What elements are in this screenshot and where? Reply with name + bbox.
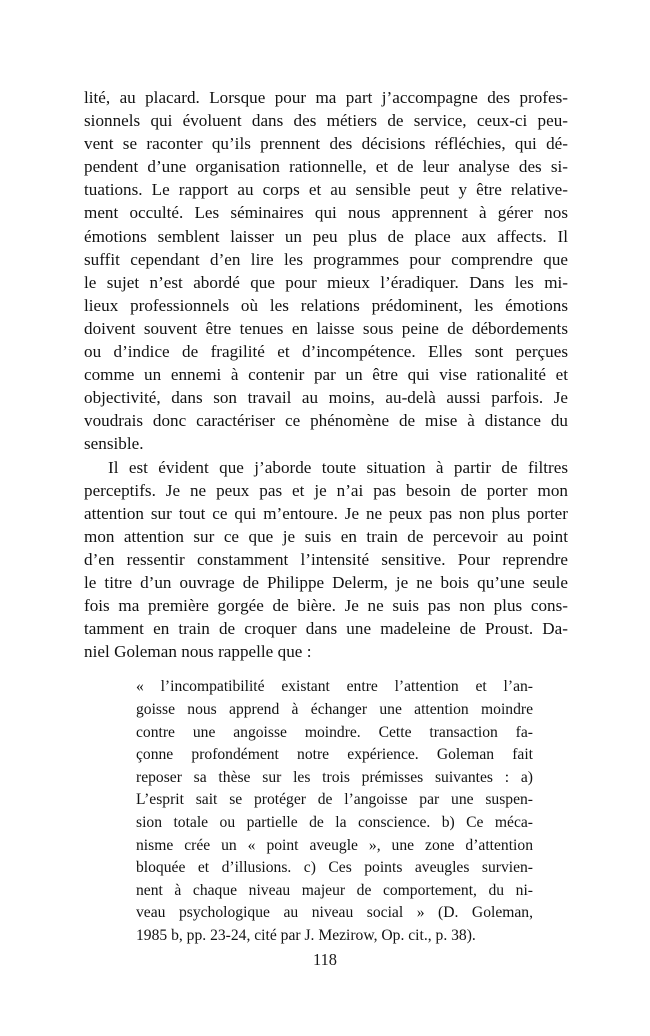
quote-line: contre une angoisse moindre. Cette transaction fa- xyxy=(136,723,533,741)
quote-line: nent à chaque niveau majeur de comportement, du ni- xyxy=(136,881,533,899)
quote-line: « l’incompatibilité existant entre l’attention et l’an- xyxy=(136,678,533,696)
quote-line: veau psychologique au niveau social » (D. Goleman, xyxy=(136,904,533,922)
paragraph-line: émotions semblent laisser un peu plus de place aux affects. Il xyxy=(84,226,568,246)
paragraph-line: lieux professionnels où les relations prédominent, les émotions xyxy=(84,295,568,315)
body-paragraph-1 xyxy=(84,86,568,456)
paragraph-line: ou d’indice de fragilité et d’incompétence. Elles sont perçues xyxy=(84,342,568,362)
paragraph-line: sionnels qui évoluent dans des métiers de service, ceux-ci peu- xyxy=(84,111,568,131)
paragraph-line: vent se raconter qu’ils prennent des décisions réfléchies, qui dé- xyxy=(84,134,568,154)
block-quotation xyxy=(120,676,533,947)
paragraph-line: d’en ressentir constamment l’intensité sensitive. Pour reprendre xyxy=(84,549,568,569)
quote-line: sion totale ou partielle de la conscience. b) Ce méca- xyxy=(136,813,533,831)
quote-line: çonne profondément notre expérience. Goleman fait xyxy=(136,746,533,764)
quote-line: reposer sa thèse sur les trois prémisses suivantes : a) xyxy=(136,768,533,786)
body-paragraph-2 xyxy=(84,456,568,664)
paragraph-line: perceptifs. Je ne peux pas et je n’ai pas besoin de porter mon xyxy=(84,480,568,500)
paragraph-line: lité, au placard. Lorsque pour ma part j’accompagne des profes- xyxy=(84,88,568,107)
paragraph-line: pendent d’une organisation rationnelle, et de leur analyse des si- xyxy=(84,157,568,177)
paragraph-line: mon attention sur ce que je suis en train de percevoir au point xyxy=(84,526,568,546)
paragraph-line: objectivité, dans son travail au moins, au-delà aussi parfois. Je xyxy=(84,388,568,408)
paragraph-line: ment occulté. Les séminaires qui nous apprennent à gérer nos xyxy=(84,203,568,223)
paragraph-line: comme un ennemi à contenir par un être qui vise rationalité et xyxy=(84,365,568,385)
paragraph-line: niel Goleman nous rappelle que : xyxy=(84,642,312,662)
quote-line: nisme crée un « point aveugle », une zone d’attention xyxy=(136,836,533,854)
page-number: 118 xyxy=(313,950,337,969)
paragraph-line: suffit cependant d’en lire les programmes pour comprendre que xyxy=(84,249,568,269)
paragraph-line: fois ma première gorgée de bière. Je ne suis pas non plus cons- xyxy=(84,596,568,616)
paragraph-line: tuations. Le rapport au corps et au sensible peut y être relative- xyxy=(84,180,568,200)
paragraph-line: tamment en train de croquer dans une madeleine de Proust. Da- xyxy=(84,619,568,639)
paragraph-line: le sujet n’est abordé que pour mieux l’éradiquer. Dans les mi- xyxy=(84,272,568,292)
quote-line: 1985 b, pp. 23-24, cité par J. Mezirow, Op. cit., p. 38). xyxy=(136,926,476,944)
paragraph-line: doivent souvent être tenues en laisse sous peine de débordements xyxy=(84,318,568,338)
quote-line: L’esprit sait se protéger de l’angoisse par une suspen- xyxy=(136,791,533,809)
paragraph-line: Il est évident que j’aborde toute situation à partir de filtres xyxy=(108,457,568,477)
paragraph-line: sensible. xyxy=(84,434,144,454)
paragraph-line: voudrais donc caractériser ce phénomène de mise à distance du xyxy=(84,411,568,431)
paragraph-line: le titre d’un ouvrage de Philippe Delerm, je ne bois qu’une seule xyxy=(84,572,568,592)
page-text-block xyxy=(84,86,568,947)
paragraph-line: attention sur tout ce qui m’entoure. Je ne peux pas non plus porter xyxy=(84,503,568,523)
quote-line: bloquée et d’illusions. c) Ces points aveugles survien- xyxy=(136,859,533,877)
quote-line: goisse nous apprend à échanger une attention moindre xyxy=(136,700,533,718)
